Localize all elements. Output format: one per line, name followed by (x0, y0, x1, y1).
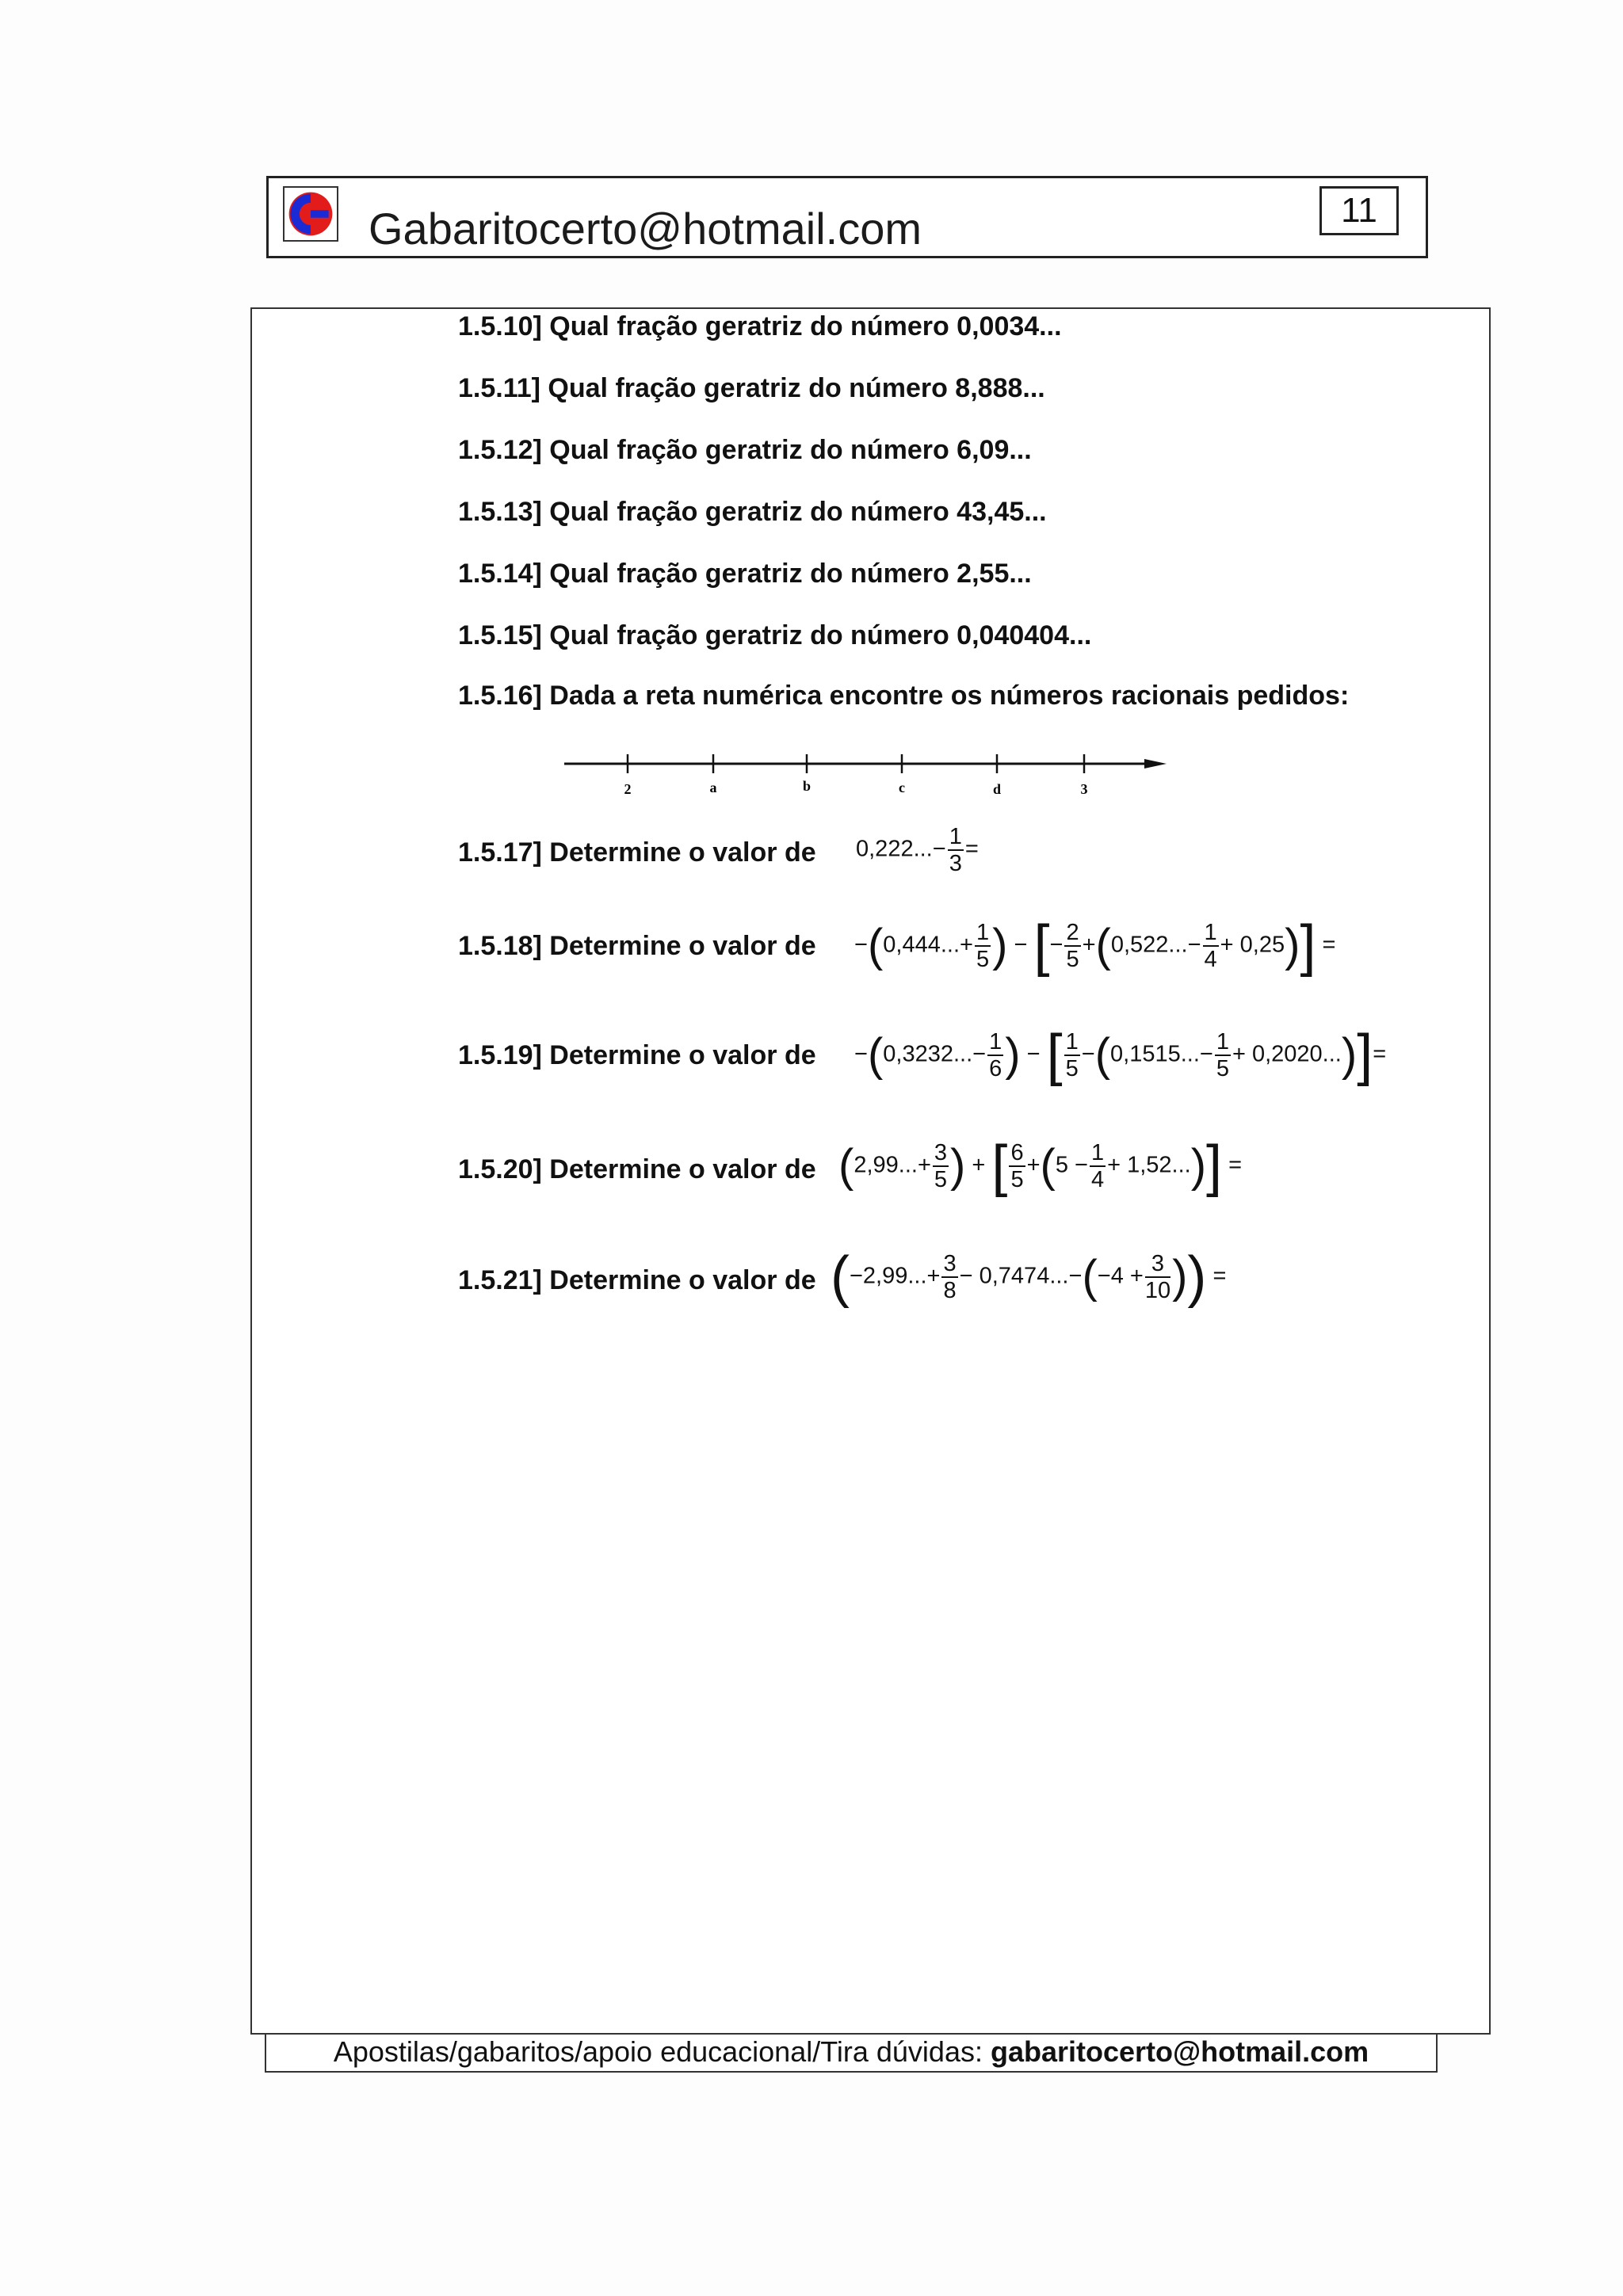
expr-text: 0,222...− (856, 836, 946, 862)
question-1-5-21: 1.5.21] Determine o valor de (458, 1265, 816, 1295)
expr-text: = (1322, 932, 1336, 958)
expr-text: = (1228, 1152, 1243, 1178)
denominator: 6 (989, 1056, 1002, 1081)
page-header (266, 176, 1428, 258)
expr-text: + 1,52... (1107, 1152, 1191, 1178)
question-1-5-17: 1.5.17] Determine o valor de (458, 837, 816, 868)
fraction (941, 1251, 957, 1303)
expr-text: − 0,7474...− (959, 1263, 1083, 1289)
number-line-label: c (899, 780, 905, 795)
denominator: 10 (1144, 1278, 1171, 1303)
question-1-5-16: 1.5.16] Dada a reta numérica encontre os números racionais pedidos: (458, 681, 1350, 711)
paren-close: ) (950, 1140, 966, 1192)
bracket-open: [ (1046, 1024, 1063, 1087)
question-1-5-10: 1.5.10] Qual fração geratriz do número 0,0034... (458, 311, 1062, 341)
question-1-5-11: 1.5.11] Qual fração geratriz do número 8,888... (458, 373, 1045, 403)
question-1-5-14: 1.5.14] Qual fração geratriz do número 2,55... (458, 559, 1032, 589)
expr-text: 0,1515...− (1110, 1041, 1213, 1067)
paren-close: ) (1172, 1251, 1188, 1302)
expr-text: 0,3232...− (883, 1041, 987, 1067)
numerator: 1 (1090, 1140, 1105, 1165)
question-1-5-18: 1.5.18] Determine o valor de (458, 931, 816, 961)
paren-open: ( (1095, 920, 1111, 971)
paren-open: ( (867, 920, 884, 971)
expr-text: − (1014, 932, 1028, 958)
expr-text: 0,444...+ (883, 932, 973, 958)
bracket-open: [ (1033, 914, 1050, 978)
bracket-close: ] (1357, 1024, 1373, 1087)
paren-close: ) (992, 920, 1008, 971)
denominator: 5 (1216, 1056, 1229, 1081)
paren-close: ) (1190, 1140, 1207, 1192)
paren-open: ( (1082, 1251, 1098, 1302)
fraction (1203, 920, 1219, 972)
expr-text: 5 − (1055, 1152, 1088, 1178)
fraction (1090, 1140, 1106, 1192)
numerator: 1 (1216, 1029, 1229, 1055)
question-1-5-19: 1.5.19] Determine o valor de (458, 1040, 816, 1070)
expr-text: = (1373, 1041, 1387, 1067)
bracket-close: ] (1300, 914, 1316, 978)
header-email: Gabaritocerto@hotmail.com (369, 204, 922, 254)
denominator: 5 (1010, 1167, 1024, 1192)
fraction (1064, 1029, 1080, 1081)
denominator: 5 (976, 947, 990, 972)
numerator: 1 (949, 824, 962, 849)
denominator: 5 (1066, 947, 1079, 972)
numerator: 3 (934, 1140, 948, 1165)
denominator: 3 (949, 851, 962, 876)
question-1-5-20: 1.5.20] Determine o valor de (458, 1154, 816, 1184)
footer-text: Apostilas/gabaritos/apoio educacional/Tira dúvidas: (333, 2035, 991, 2068)
expr-text: + (972, 1152, 986, 1178)
paren-open: ( (867, 1029, 884, 1081)
page-number: 11 (1319, 186, 1399, 235)
numerator: 1 (976, 920, 990, 945)
expr-text: 2,99...+ (854, 1152, 931, 1178)
fraction (1145, 1251, 1170, 1303)
paren-close: ) (1341, 1029, 1358, 1081)
paren-open: ( (1094, 1029, 1111, 1081)
number-line (555, 745, 1173, 800)
expr-text: − (1049, 932, 1064, 958)
expr-text: = (964, 836, 979, 862)
paren-close: ) (1187, 1245, 1207, 1309)
paren-open: ( (838, 1140, 854, 1192)
fraction (933, 1140, 949, 1192)
number-line-label: 2 (624, 781, 632, 797)
question-1-5-15: 1.5.15] Qual fração geratriz do número 0,040404... (458, 620, 1092, 650)
expr-text: − (854, 932, 868, 958)
footer-email: gabaritocerto@hotmail.com (990, 2035, 1369, 2068)
number-line-label: d (992, 781, 1002, 797)
numerator: 6 (1010, 1140, 1024, 1165)
expr-text: + (1082, 932, 1096, 958)
number-line-label: a (709, 780, 717, 795)
expr-text: − (854, 1041, 868, 1067)
expression-1-5-21 (831, 1245, 1227, 1309)
expression-1-5-20 (838, 1135, 1243, 1198)
fraction (975, 920, 991, 972)
expr-text: 0,522...− (1110, 932, 1201, 958)
denominator: 8 (943, 1278, 957, 1303)
number-line-label: b (802, 778, 812, 794)
numerator: 1 (989, 1029, 1002, 1055)
expr-text: + 0,2020... (1232, 1041, 1342, 1067)
expr-text: −2,99...+ (849, 1263, 941, 1289)
numerator: 3 (1145, 1251, 1170, 1278)
expr-text: = (1212, 1263, 1227, 1289)
denominator: 5 (1065, 1056, 1079, 1081)
denominator: 4 (1204, 947, 1217, 972)
numerator: 1 (1065, 1029, 1079, 1055)
expr-text: − (1026, 1041, 1041, 1067)
denominator: 5 (934, 1167, 948, 1192)
fraction (1215, 1029, 1231, 1081)
number-line-label: 3 (1080, 781, 1088, 797)
expr-text: −4 + (1097, 1263, 1144, 1289)
paren-close: ) (1005, 1029, 1021, 1081)
bracket-open: [ (991, 1135, 1008, 1198)
paren-close: ) (1285, 920, 1300, 971)
expression-1-5-17 (856, 824, 979, 876)
fraction (1064, 920, 1080, 972)
expression-1-5-18 (854, 914, 1336, 978)
logo-icon (283, 186, 338, 242)
denominator: 4 (1090, 1167, 1105, 1192)
bracket-close: ] (1206, 1135, 1223, 1198)
paren-open: ( (831, 1245, 850, 1309)
paren-open: ( (1040, 1140, 1056, 1192)
numerator: 2 (1066, 920, 1079, 945)
expr-text: − (1081, 1041, 1095, 1067)
question-1-5-12: 1.5.12] Qual fração geratriz do número 6,09... (458, 435, 1032, 465)
expr-text: + 0,25 (1220, 932, 1285, 958)
fraction (948, 824, 964, 876)
numerator: 1 (1204, 920, 1217, 945)
fraction (1009, 1140, 1025, 1192)
fraction (987, 1029, 1003, 1081)
expr-text: + (1026, 1152, 1041, 1178)
expression-1-5-19 (854, 1024, 1387, 1087)
question-1-5-13: 1.5.13] Qual fração geratriz do número 43,45... (458, 497, 1047, 527)
page-footer (265, 2033, 1438, 2073)
numerator: 3 (943, 1251, 957, 1276)
